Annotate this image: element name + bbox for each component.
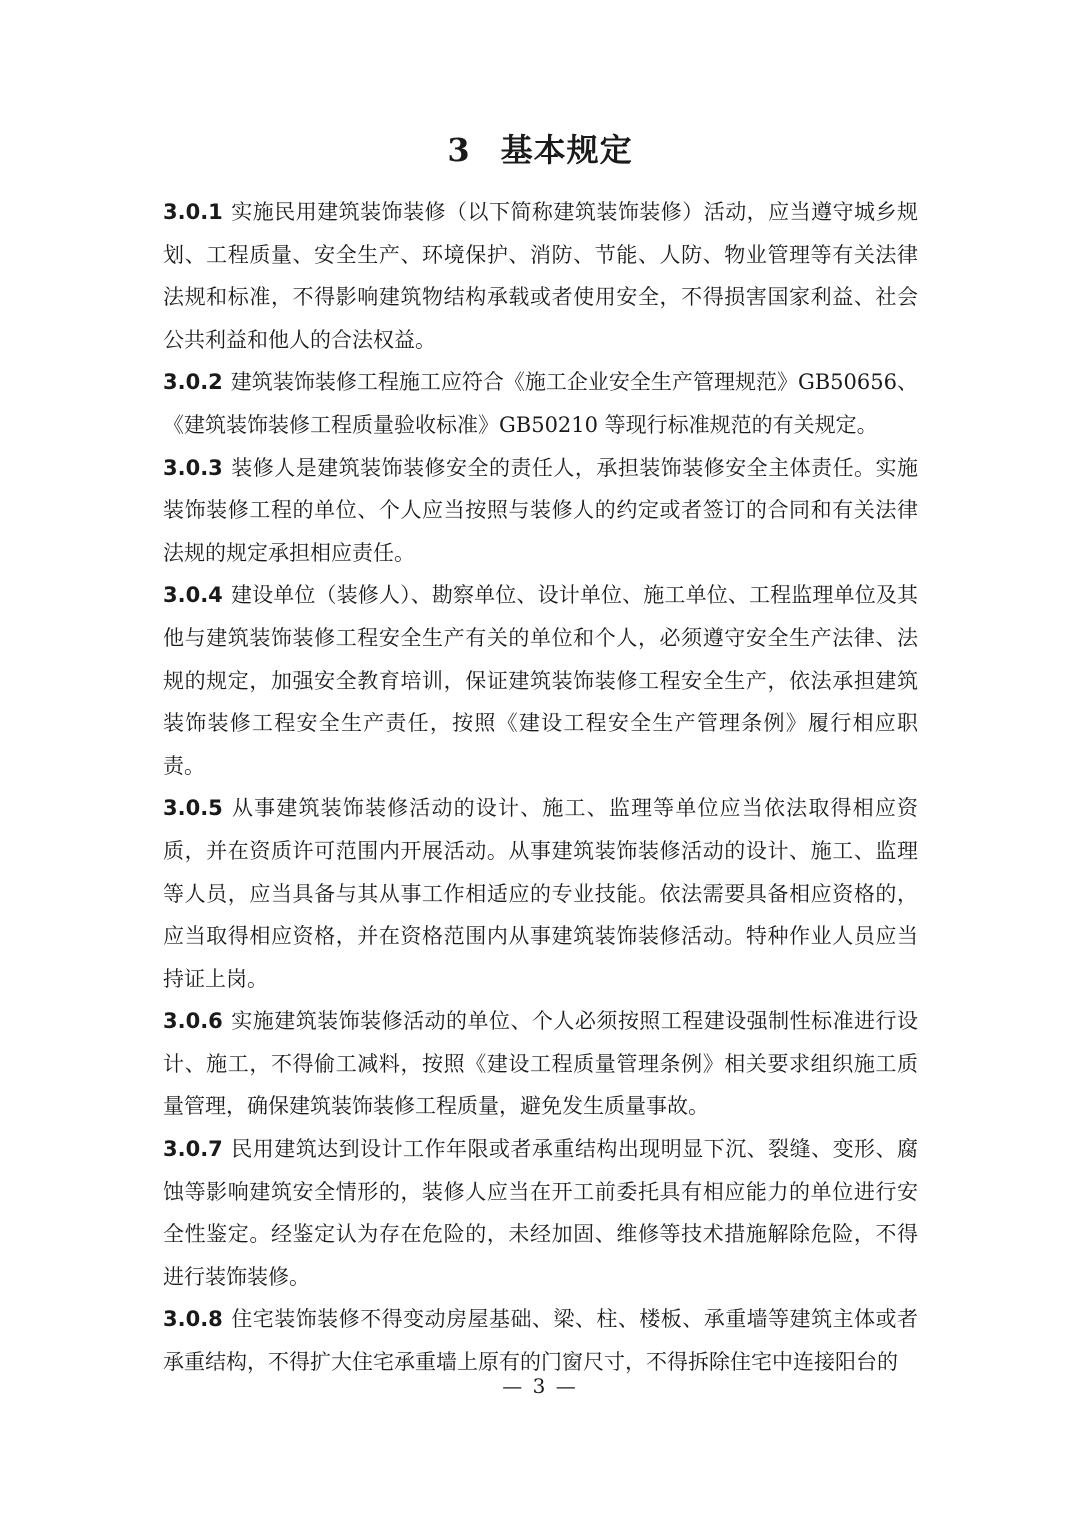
clause-3-0-7	[163, 1128, 918, 1298]
clause-number: 3.0.4	[163, 583, 223, 608]
clause-number: 3.0.5	[163, 796, 223, 821]
clause-text: 从事建筑装饰装修活动的设计、施工、监理等单位应当依法取得相应资质，并在资质许可范围内开展活动。从事建筑装饰装修活动的设计、施工、监理等人员，应当具备与其从事工作相适应的专业技能。依法需要具备相应资格的，应当取得相应资格，并在资格范围内从事建筑装饰装修活动。特种作业人员应当持证上岗。	[163, 796, 918, 991]
clause-number: 3.0.7	[163, 1137, 223, 1162]
clause-3-0-6	[163, 1000, 918, 1128]
clause-number: 3.0.1	[163, 200, 223, 224]
clause-text: 民用建筑达到设计工作年限或者承重结构出现明显下沉、裂缝、变形、腐蚀等影响建筑安全情形的，装修人应当在开工前委托具有相应能力的单位进行安全性鉴定。经鉴定认为存在危险的，未经加固、维修等技术措施解除危险，不得进行装饰装修。	[163, 1137, 918, 1289]
section-number: 3	[447, 131, 471, 169]
clause-number: 3.0.6	[163, 1009, 223, 1034]
clause-number: 3.0.3	[163, 455, 223, 480]
clause-list	[163, 191, 918, 1384]
clause-text: 建设单位（装修人）、勘察单位、设计单位、施工单位、工程监理单位及其他与建筑装饰装修工程安全生产有关的单位和个人，必须遵守安全生产法律、法规的规定，加强安全教育培训，保证建筑装饰装修工程安全生产，依法承担建筑装饰装修工程安全生产责任，按照《建设工程安全生产管理条例》履行相应职责。	[163, 583, 918, 778]
clause-number: 3.0.8	[163, 1307, 223, 1332]
clause-3-0-1	[163, 191, 918, 361]
clause-text: 实施建筑装饰装修活动的单位、个人必须按照工程建设强制性标准进行设计、施工，不得偷工减料，按照《建设工程质量管理条例》相关要求组织施工质量管理，确保建筑装饰装修工程质量，避免发生质量事故。	[163, 1009, 918, 1119]
clause-3-0-5	[163, 787, 918, 1000]
clause-text: 实施民用建筑装饰装修（以下简称建筑装饰装修）活动，应当遵守城乡规划、工程质量、安全生产、环境保护、消防、节能、人防、物业管理等有关法律法规和标准，不得影响建筑物结构承载或者使用安全，不得损害国家利益、社会公共利益和他人的合法权益。	[163, 200, 918, 352]
clause-text: 建筑装饰装修工程施工应符合《施工企业安全生产管理规范》GB50656、《建筑装饰装修工程质量验收标准》GB50210 等现行标准规范的有关规定。	[163, 370, 918, 437]
clause-text: 装修人是建筑装饰装修安全的责任人，承担装饰装修安全主体责任。实施装饰装修工程的单位、个人应当按照与装修人的约定或者签订的合同和有关法律法规的规定承担相应责任。	[163, 455, 918, 565]
clause-3-0-4	[163, 574, 918, 787]
clause-3-0-2	[163, 361, 918, 446]
page-number: — 3 —	[502, 1374, 578, 1398]
section-title	[0, 128, 1080, 172]
clause-3-0-3	[163, 447, 918, 575]
clause-number: 3.0.2	[163, 370, 223, 395]
section-heading: 基本规定	[500, 131, 633, 169]
clause-text: 住宅装饰装修不得变动房屋基础、梁、柱、楼板、承重墙等建筑主体或者承重结构，不得扩大住宅承重墙上原有的门窗尺寸，不得拆除住宅中连接阳台的	[163, 1307, 918, 1375]
